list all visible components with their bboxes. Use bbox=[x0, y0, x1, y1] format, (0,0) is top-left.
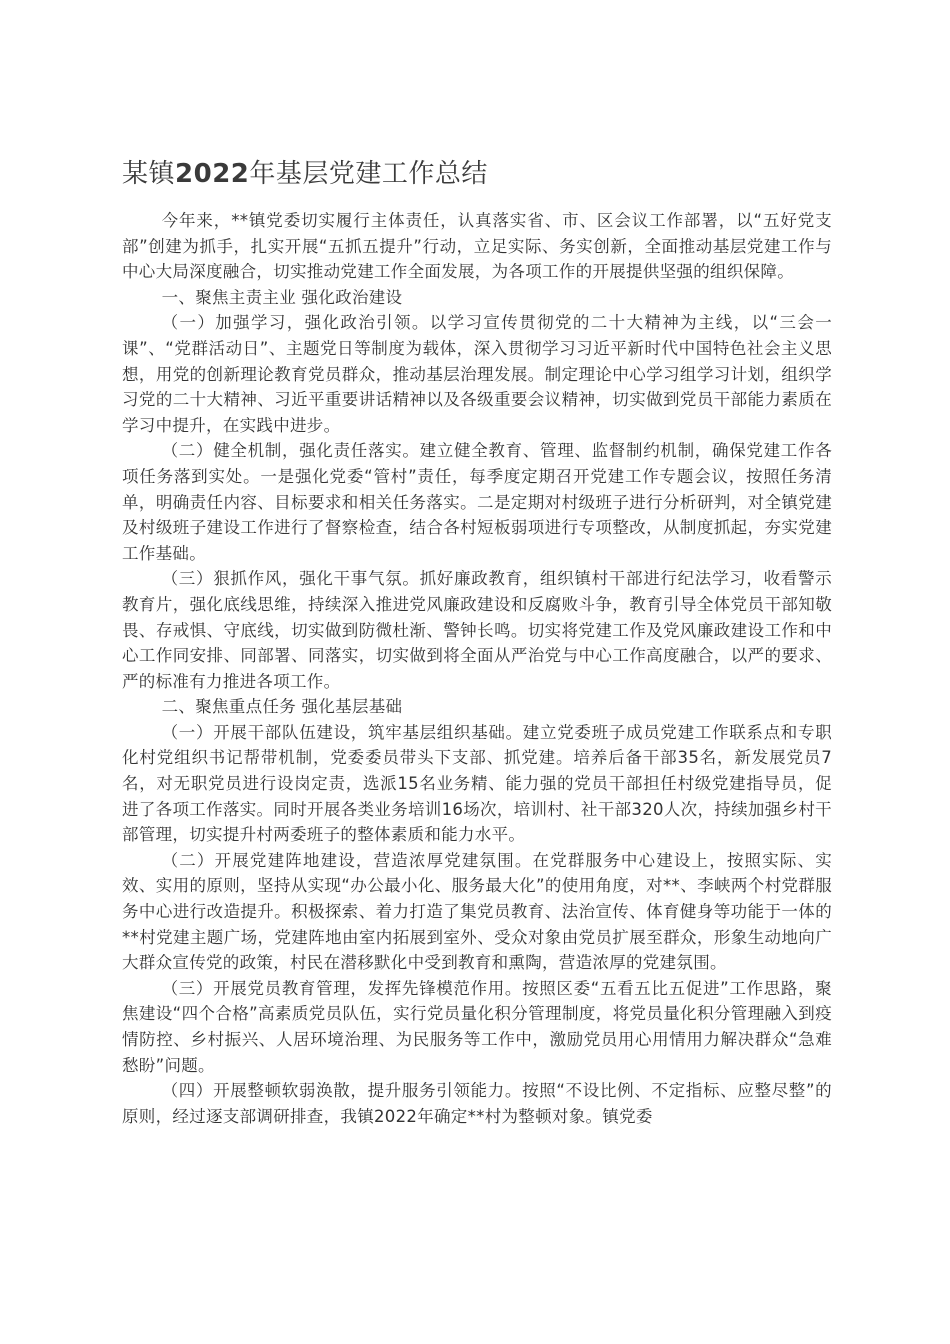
paragraph-intro: 今年来，**镇党委切实履行主体责任，认真落实省、市、区会议工作部署，以“五好党支部”创建为抓手，扎实开展“五抓五提升”行动，立足实际、务实创新，全面推动基层党建工作与中心大局深度融合，切实推动党建工作全面发展，为各项工作的开展提供坚强的组织保障。 bbox=[122, 211, 832, 282]
title-prefix: 某镇 bbox=[122, 159, 176, 189]
title-suffix: 年基层党建工作总结 bbox=[249, 159, 488, 189]
document-body bbox=[122, 208, 832, 1129]
paragraph-2-1: （一）开展干部队伍建设，筑牢基层组织基础。建立党委班子成员党建工作联系点和专职化村党组织书记帮带机制，党委委员带头下支部、抓党建。培养后备干部35名，新发展党员7名，对无职党员进行设岗定责，选派15名业务精、能力强的党员干部担任村级党建指导员，促进了各项工作落实。同时开展各类业务培训16场次，培训村、社干部320人次，持续加强乡村干部管理，切实提升村两委班子的整体素质和能力水平。 bbox=[122, 722, 832, 845]
paragraph-1-3: （三）狠抓作风，强化干事气氛。抓好廉政教育，组织镇村干部进行纪法学习，收看警示教育片，强化底线思维，持续深入推进党风廉政建设和反腐败斗争，教育引导全体党员干部知敬畏、存戒惧、守底线，切实做到防微杜渐、警钟长鸣。切实将党建工作及党风廉政建设工作和中心工作同安排、同部署、同落实，切实做到将全面从严治党与中心工作高度融合，以严的要求、严的标准有力推进各项工作。 bbox=[122, 569, 832, 691]
title-year: 2022 bbox=[175, 159, 250, 189]
paragraph-2-4: （四）开展整顿软弱涣散，提升服务引领能力。按照“不设比例、不定指标、应整尽整”的原则，经过逐支部调研排查，我镇2022年确定**村为整顿对象。镇党委 bbox=[122, 1081, 832, 1126]
paragraph-2-3: （三）开展党员教育管理，发挥先锋模范作用。按照区委“五看五比五促进”工作思路，聚焦建设“四个合格”高素质党员队伍，实行党员量化积分管理制度，将党员量化积分管理融入到疫情防控、乡村振兴、人居环境治理、为民服务等工作中，激励党员用心用情用力解决群众“急难愁盼”问题。 bbox=[122, 978, 832, 1075]
paragraph-1-2: （二）健全机制，强化责任落实。建立健全教育、管理、监督制约机制，确保党建工作各项任务落到实处。一是强化党委“管村”责任，每季度定期召开党建工作专题会议，按照任务清单，明确责任内容、目标要求和相关任务落实。二是定期对村级班子进行分析研判，对全镇党建及村级班子建设工作进行了督察检查，结合各村短板弱项进行专项整改，从制度抓起，夯实党建工作基础。 bbox=[122, 441, 832, 563]
paragraph-2-2: （二）开展党建阵地建设，营造浓厚党建氛围。在党群服务中心建设上，按照实际、实效、实用的原则，坚持从实现“办公最小化、服务最大化”的使用角度，对**、李峡两个村党群服务中心进行改造提升。积极探索、着力打造了集党员教育、法治宣传、体育健身等功能于一体的**村党建主题广场，党建阵地由室内拓展到室外、受众对象由党员扩展至群众，形象生动地向广大群众宣传党的政策，村民在潜移默化中受到教育和熏陶，营造浓厚的党建氛围。 bbox=[122, 850, 832, 973]
section-heading-1: 一、聚焦主责主业 强化政治建设 bbox=[161, 287, 403, 307]
document-title bbox=[122, 156, 832, 192]
document-page bbox=[122, 156, 832, 1129]
section-heading-2: 二、聚焦重点任务 强化基层基础 bbox=[161, 697, 403, 717]
paragraph-1-1: （一）加强学习，强化政治引领。以学习宣传贯彻党的二十大精神为主线，以“三会一课”、“党群活动日”、主题党日等制度为载体，深入贯彻学习习近平新时代中国特色社会主义思想，用党的创新理论教育党员群众，推动基层治理发展。制定理论中心学习组学习计划，组织学习党的二十大精神、习近平重要讲话精神以及各级重要会议精神，切实做到党员干部能力素质在学习中提升，在实践中进步。 bbox=[122, 313, 832, 435]
